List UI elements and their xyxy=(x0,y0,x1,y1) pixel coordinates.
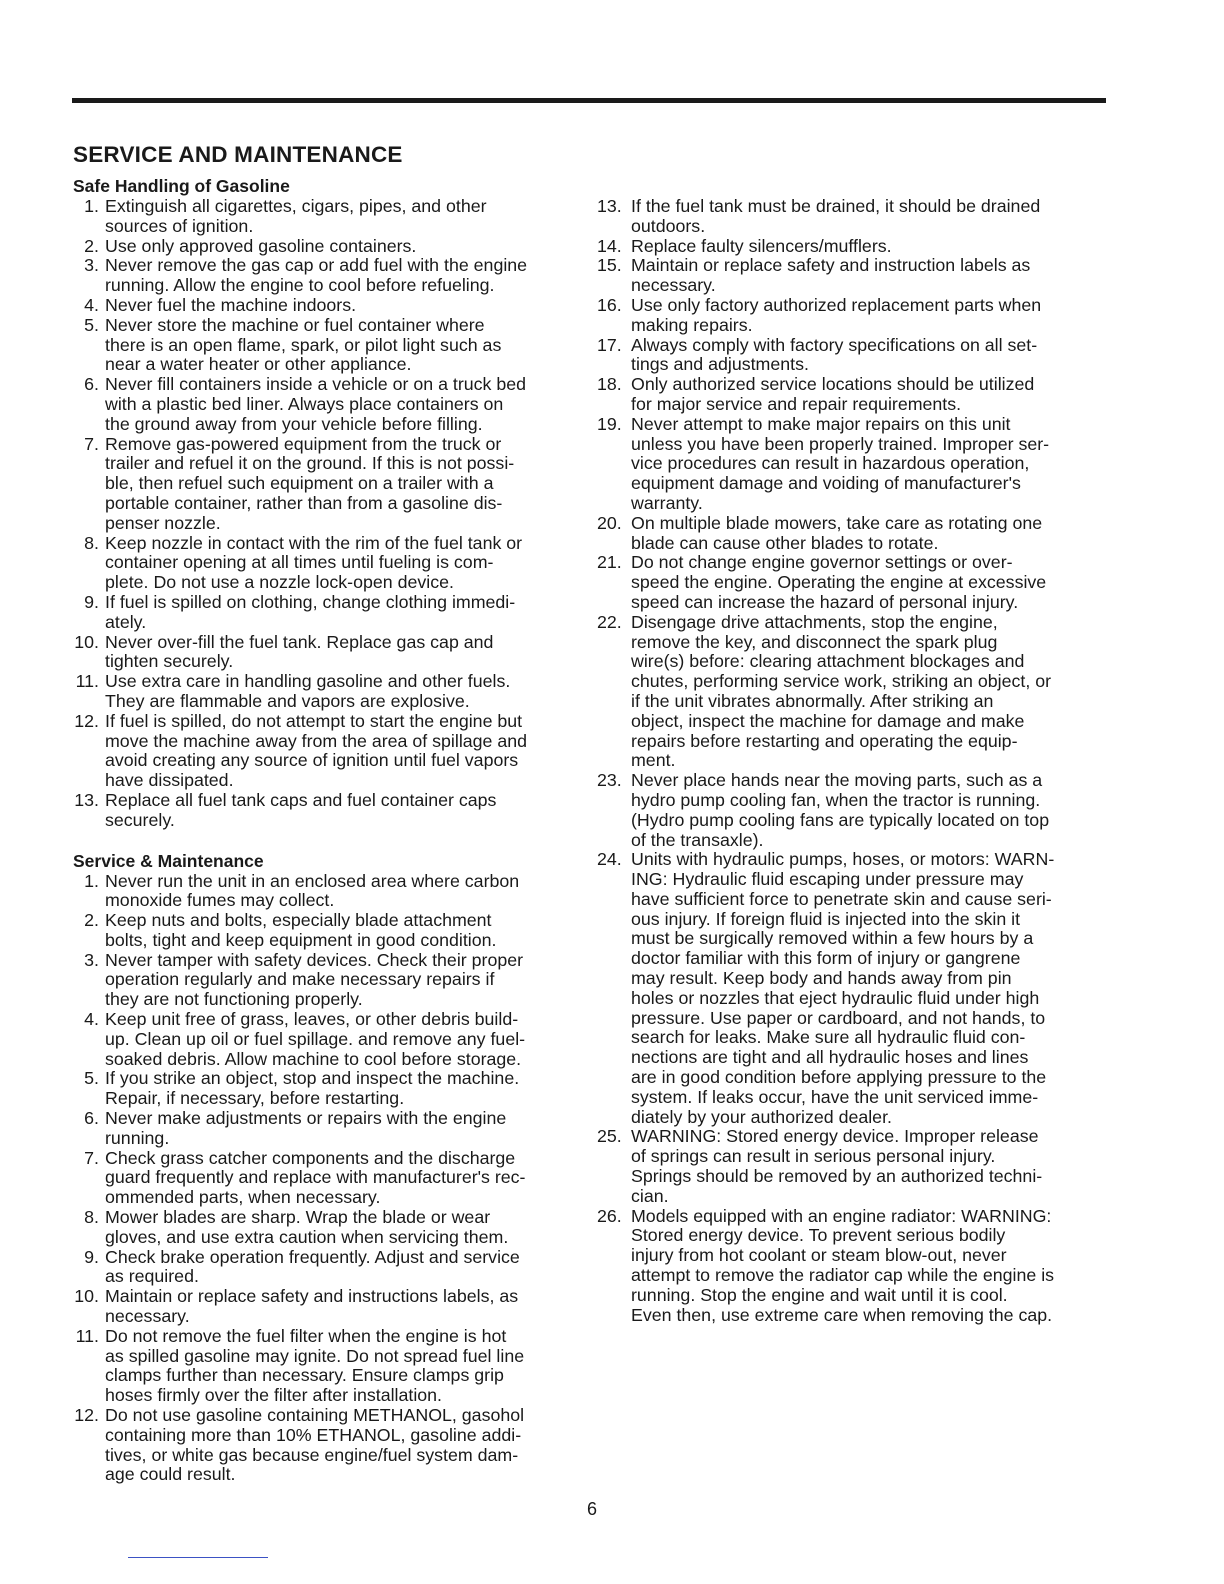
list-item xyxy=(73,872,588,912)
item-text-line: diately by your authorized dealer. xyxy=(631,1106,892,1127)
item-number: 14. xyxy=(597,235,622,256)
list-item xyxy=(597,256,1112,296)
item-text-line: Never fuel the machine indoors. xyxy=(105,294,357,315)
item-text-line: Only authorized service locations should be utilized xyxy=(631,374,1035,395)
list-item xyxy=(597,336,1112,376)
item-text-line: running. Allow the engine to cool before refueling. xyxy=(105,275,495,296)
item-number: 18. xyxy=(597,374,622,395)
item-text-line: Stored energy device. To prevent serious bodily xyxy=(631,1225,1006,1246)
item-text-line: containing more than 10% ETHANOL, gasoline addi- xyxy=(105,1424,522,1445)
list-item xyxy=(73,197,588,237)
item-text-line: necessary. xyxy=(105,1306,190,1327)
section-heading-maintenance: Service & Maintenance xyxy=(73,850,264,871)
item-text-line: tighten securely. xyxy=(105,651,234,672)
item-number: 2. xyxy=(84,910,99,931)
item-text-line: repairs before restarting and operating the equip- xyxy=(631,730,1018,751)
item-text-line: Do not change engine governor settings or over- xyxy=(631,552,1013,573)
item-text-line: tives, or white gas because engine/fuel system dam- xyxy=(105,1444,519,1465)
item-text-line: bolts, tight and keep equipment in good condition. xyxy=(105,929,497,950)
item-text-line: Never remove the gas cap or add fuel with the engine xyxy=(105,255,528,276)
item-text-line: remove the key, and disconnect the spark plug xyxy=(631,631,998,652)
list-item xyxy=(73,1208,588,1248)
item-text-line: Maintain or replace safety and instruction labels as xyxy=(631,255,1031,276)
item-number: 6. xyxy=(84,374,99,395)
list-item xyxy=(73,1406,588,1485)
item-text-line: portable container, rather than from a gasoline dis- xyxy=(105,492,503,513)
item-text-line: Check grass catcher components and the discharge xyxy=(105,1147,516,1168)
item-text-line: running. Stop the engine and wait until it is cool. xyxy=(631,1284,1008,1305)
item-text-line: ING: Hydraulic fluid escaping under pressure may xyxy=(631,869,1024,890)
list-item xyxy=(73,633,588,673)
item-text-line: have sufficient force to penetrate skin and cause seri- xyxy=(631,888,1052,909)
left-column xyxy=(73,176,588,1485)
list-item xyxy=(597,375,1112,415)
item-text-line: Never make adjustments or repairs with the engine xyxy=(105,1108,507,1129)
item-text-line: avoid creating any source of ignition until fuel vapors xyxy=(105,750,519,771)
item-text-line: speed can increase the hazard of personal injury. xyxy=(631,591,1019,612)
list-item xyxy=(73,534,588,593)
list-item xyxy=(597,613,1112,771)
item-text-line: age could result. xyxy=(105,1464,236,1485)
item-text-line: Remove gas-powered equipment from the truck or xyxy=(105,433,502,454)
item-text-line: securely. xyxy=(105,809,175,830)
item-text-line: ommended parts, when necessary. xyxy=(105,1187,381,1208)
item-text-line: Never run the unit in an enclosed area where carbon xyxy=(105,870,520,891)
list-item xyxy=(73,951,588,1010)
list-item xyxy=(73,237,588,257)
item-number: 6. xyxy=(84,1108,99,1129)
item-text-line: warranty. xyxy=(631,492,703,513)
item-number: 4. xyxy=(84,1009,99,1030)
list-item xyxy=(597,553,1112,612)
list-item xyxy=(597,415,1112,514)
item-text-line: blade can cause other blades to rotate. xyxy=(631,532,939,553)
item-text-line: necessary. xyxy=(631,275,716,296)
list-item xyxy=(73,1010,588,1069)
item-text-line: trailer and refuel it on the ground. If this is not possi- xyxy=(105,453,515,474)
item-text-line: Never fill containers inside a vehicle or on a truck bed xyxy=(105,374,527,395)
item-text-line: Never place hands near the moving parts, such as a xyxy=(631,770,1043,791)
item-text-line: outdoors. xyxy=(631,215,706,236)
item-number: 12. xyxy=(74,1405,99,1426)
list-item xyxy=(73,911,588,951)
item-text-line: attempt to remove the radiator cap while the engine is xyxy=(631,1265,1055,1286)
list-item xyxy=(597,850,1112,1127)
list-item xyxy=(597,771,1112,850)
list-item xyxy=(73,593,588,633)
item-text-line: Check brake operation frequently. Adjust and service xyxy=(105,1246,520,1267)
item-text-line: (Hydro pump cooling fans are typically located on top xyxy=(631,809,1050,830)
item-text-line: penser nozzle. xyxy=(105,512,221,533)
item-text-line: If you strike an object, stop and inspect the machine. xyxy=(105,1068,520,1089)
maintenance-list-right xyxy=(597,197,1112,1325)
list-item xyxy=(597,514,1112,554)
item-number: 23. xyxy=(597,770,622,791)
item-number: 3. xyxy=(84,949,99,970)
item-text-line: Mower blades are sharp. Wrap the blade or wear xyxy=(105,1207,491,1228)
item-number: 24. xyxy=(597,849,622,870)
item-number: 7. xyxy=(84,433,99,454)
item-text-line: guard frequently and replace with manufacturer's rec- xyxy=(105,1167,526,1188)
item-text-line: Replace all fuel tank caps and fuel container caps xyxy=(105,789,497,810)
item-number: 17. xyxy=(597,334,622,355)
item-text-line: On multiple blade mowers, take care as rotating one xyxy=(631,512,1043,533)
item-number: 12. xyxy=(74,710,99,731)
item-number: 7. xyxy=(84,1147,99,1168)
item-text-line: for major service and repair requirements. xyxy=(631,393,962,414)
item-text-line: are in good condition before applying pressure to the xyxy=(631,1067,1047,1088)
list-item xyxy=(73,256,588,296)
footer-rule xyxy=(128,1557,268,1558)
item-text-line: hydro pump cooling fan, when the tractor is running. xyxy=(631,789,1041,810)
item-number: 5. xyxy=(84,314,99,335)
item-text-line: near a water heater or other appliance. xyxy=(105,354,412,375)
gasoline-list xyxy=(73,197,588,831)
item-text-line: Extinguish all cigarettes, cigars, pipes, and other xyxy=(105,196,487,216)
item-text-line: move the machine away from the area of spillage and xyxy=(105,730,528,751)
item-text-line: Do not remove the fuel filter when the engine is hot xyxy=(105,1325,507,1346)
item-text-line: Repair, if necessary, before restarting. xyxy=(105,1088,405,1109)
item-text-line: running. xyxy=(105,1127,170,1148)
item-number: 10. xyxy=(74,1286,99,1307)
list-item xyxy=(597,1207,1112,1326)
item-text-line: ble, then refuel such equipment on a trailer with a xyxy=(105,473,494,494)
item-text-line: doctor familiar with this form of injury or gangrene xyxy=(631,948,1021,969)
list-item xyxy=(597,1127,1112,1206)
item-text-line: they are not functioning properly. xyxy=(105,989,363,1010)
item-number: 13. xyxy=(597,196,622,216)
item-text-line: holes or nozzles that eject hydraulic fluid under high xyxy=(631,987,1040,1008)
item-text-line: They are flammable and vapors are explosive. xyxy=(105,690,470,711)
item-number: 10. xyxy=(74,631,99,652)
item-number: 2. xyxy=(84,235,99,256)
item-text-line: Use only approved gasoline containers. xyxy=(105,235,417,256)
item-text-line: ment. xyxy=(631,750,676,771)
list-item xyxy=(73,316,588,375)
item-text-line: chutes, performing service work, striking an object, or xyxy=(631,671,1052,692)
item-text-line: making repairs. xyxy=(631,314,753,335)
item-number: 21. xyxy=(597,552,622,573)
item-text-line: monoxide fumes may collect. xyxy=(105,890,335,911)
item-text-line: Never attempt to make major repairs on this unit xyxy=(631,413,1011,434)
item-number: 9. xyxy=(84,1246,99,1267)
section-heading-gasoline: Safe Handling of Gasoline xyxy=(73,176,290,196)
item-text-line: tings and adjustments. xyxy=(631,354,809,375)
list-item xyxy=(73,1149,588,1208)
item-text-line: Disengage drive attachments, stop the engine, xyxy=(631,611,998,632)
item-number: 22. xyxy=(597,611,622,632)
item-text-line: object, inspect the machine for damage and make xyxy=(631,710,1025,731)
item-number: 15. xyxy=(597,255,622,276)
item-number: 11. xyxy=(75,671,99,692)
item-number: 1. xyxy=(84,870,99,891)
item-text-line: of springs can result in serious personal injury. xyxy=(631,1146,996,1167)
item-text-line: cian. xyxy=(631,1185,669,1206)
list-item xyxy=(73,712,588,791)
item-number: 8. xyxy=(84,1207,99,1228)
item-text-line: Do not use gasoline containing METHANOL, gasohol xyxy=(105,1405,525,1426)
right-column xyxy=(597,197,1112,1325)
item-text-line: operation regularly and make necessary repairs if xyxy=(105,969,495,990)
item-text-line: Use only factory authorized replacement parts when xyxy=(631,294,1042,315)
item-number: 20. xyxy=(597,512,622,533)
item-text-line: Springs should be removed by an authorized techni- xyxy=(631,1166,1043,1187)
item-number: 1. xyxy=(84,196,99,216)
list-item xyxy=(73,296,588,316)
item-text-line: clamps further than necessary. Ensure clamps grip xyxy=(105,1365,504,1386)
item-text-line: Models equipped with an engine radiator: WARNING: xyxy=(631,1205,1052,1226)
page-title: SERVICE AND MAINTENANCE xyxy=(73,142,403,167)
item-text-line: nections are tight and all hydraulic hoses and lines xyxy=(631,1047,1029,1068)
item-text-line: pressure. Use paper or cardboard, and not hands, to xyxy=(631,1007,1046,1028)
item-text-line: soaked debris. Allow machine to cool before storage. xyxy=(105,1048,522,1069)
item-text-line: Never tamper with safety devices. Check their proper xyxy=(105,949,524,970)
list-item xyxy=(73,672,588,712)
item-text-line: Keep nuts and bolts, especially blade attachment xyxy=(105,910,492,931)
list-item xyxy=(73,375,588,434)
item-text-line: equipment damage and voiding of manufacturer's xyxy=(631,473,1021,494)
item-text-line: Always comply with factory specifications on all set- xyxy=(631,334,1038,355)
item-number: 16. xyxy=(597,294,622,315)
list-item xyxy=(597,197,1112,237)
item-text-line: gloves, and use extra caution when servicing them. xyxy=(105,1226,509,1247)
list-item xyxy=(73,791,588,831)
item-text-line: if the unit vibrates abnormally. After striking an xyxy=(631,690,994,711)
item-number: 5. xyxy=(84,1068,99,1089)
item-number: 11. xyxy=(75,1325,99,1346)
item-number: 26. xyxy=(597,1205,622,1226)
item-number: 25. xyxy=(597,1126,622,1147)
list-item xyxy=(73,1248,588,1288)
item-text-line: container opening at all times until fueling is com- xyxy=(105,552,494,573)
item-text-line: as spilled gasoline may ignite. Do not spread fuel line xyxy=(105,1345,525,1366)
list-item xyxy=(597,296,1112,336)
item-text-line: ous injury. If foreign fluid is injected into the skin it xyxy=(631,908,1021,929)
item-number: 13. xyxy=(74,789,99,810)
item-text-line: up. Clean up oil or fuel spillage. and remove any fuel- xyxy=(105,1028,526,1049)
item-text-line: injury from hot coolant or steam blow-out, never xyxy=(631,1245,1007,1266)
item-text-line: with a plastic bed liner. Always place containers on xyxy=(105,393,504,414)
list-item xyxy=(73,1327,588,1406)
item-text-line: wire(s) before: clearing attachment blockages and xyxy=(631,651,1025,672)
item-text-line: as required. xyxy=(105,1266,199,1287)
item-text-line: search for leaks. Make sure all hydraulic fluid con- xyxy=(631,1027,1026,1048)
item-text-line: Maintain or replace safety and instructions labels, as xyxy=(105,1286,519,1307)
item-number: 8. xyxy=(84,532,99,553)
item-number: 9. xyxy=(84,591,99,612)
list-item xyxy=(73,1109,588,1149)
item-text-line: vice procedures can result in hazardous operation, xyxy=(631,453,1030,474)
item-text-line: Keep unit free of grass, leaves, or other debris build- xyxy=(105,1009,519,1030)
top-rule xyxy=(72,98,1106,103)
item-text-line: plete. Do not use a nozzle lock-open device. xyxy=(105,572,454,593)
item-text-line: Even then, use extreme care when removing the cap. xyxy=(631,1304,1053,1325)
item-text-line: the ground away from your vehicle before filling. xyxy=(105,413,483,434)
item-number: 3. xyxy=(84,255,99,276)
item-number: 19. xyxy=(597,413,622,434)
item-text-line: speed the engine. Operating the engine at excessive xyxy=(631,572,1047,593)
list-item xyxy=(73,1287,588,1327)
maintenance-list-left xyxy=(73,872,588,1486)
item-text-line: WARNING: Stored energy device. Improper release xyxy=(631,1126,1039,1147)
page-number: 6 xyxy=(586,1499,597,1519)
item-number: 4. xyxy=(84,294,99,315)
item-text-line: Use extra care in handling gasoline and other fuels. xyxy=(105,671,511,692)
item-text-line: If fuel is spilled, do not attempt to start the engine but xyxy=(105,710,523,731)
item-text-line: If fuel is spilled on clothing, change clothing immedi- xyxy=(105,591,516,612)
item-text-line: may result. Keep body and hands away from pin xyxy=(631,968,1012,989)
item-text-line: hoses firmly over the filter after installation. xyxy=(105,1385,442,1406)
item-text-line: ately. xyxy=(105,611,147,632)
item-text-line: there is an open flame, spark, or pilot light such as xyxy=(105,334,502,355)
list-item xyxy=(73,1069,588,1109)
item-text-line: sources of ignition. xyxy=(105,215,254,236)
item-text-line: If the fuel tank must be drained, it should be drained xyxy=(631,196,1041,216)
item-text-line: unless you have been properly trained. Improper ser- xyxy=(631,433,1050,454)
item-text-line: Units with hydraulic pumps, hoses, or motors: WARN- xyxy=(631,849,1055,870)
item-text-line: Never store the machine or fuel container where xyxy=(105,314,485,335)
item-text-line: must be surgically removed within a few hours by a xyxy=(631,928,1034,949)
item-text-line: of the transaxle). xyxy=(631,829,764,850)
item-text-line: Keep nozzle in contact with the rim of the fuel tank or xyxy=(105,532,523,553)
list-item xyxy=(597,237,1112,257)
item-text-line: Never over-fill the fuel tank. Replace gas cap and xyxy=(105,631,494,652)
item-text-line: system. If leaks occur, have the unit serviced imme- xyxy=(631,1086,1039,1107)
list-item xyxy=(73,435,588,534)
item-text-line: Replace faulty silencers/mufflers. xyxy=(631,235,892,256)
item-text-line: have dissipated. xyxy=(105,770,234,791)
